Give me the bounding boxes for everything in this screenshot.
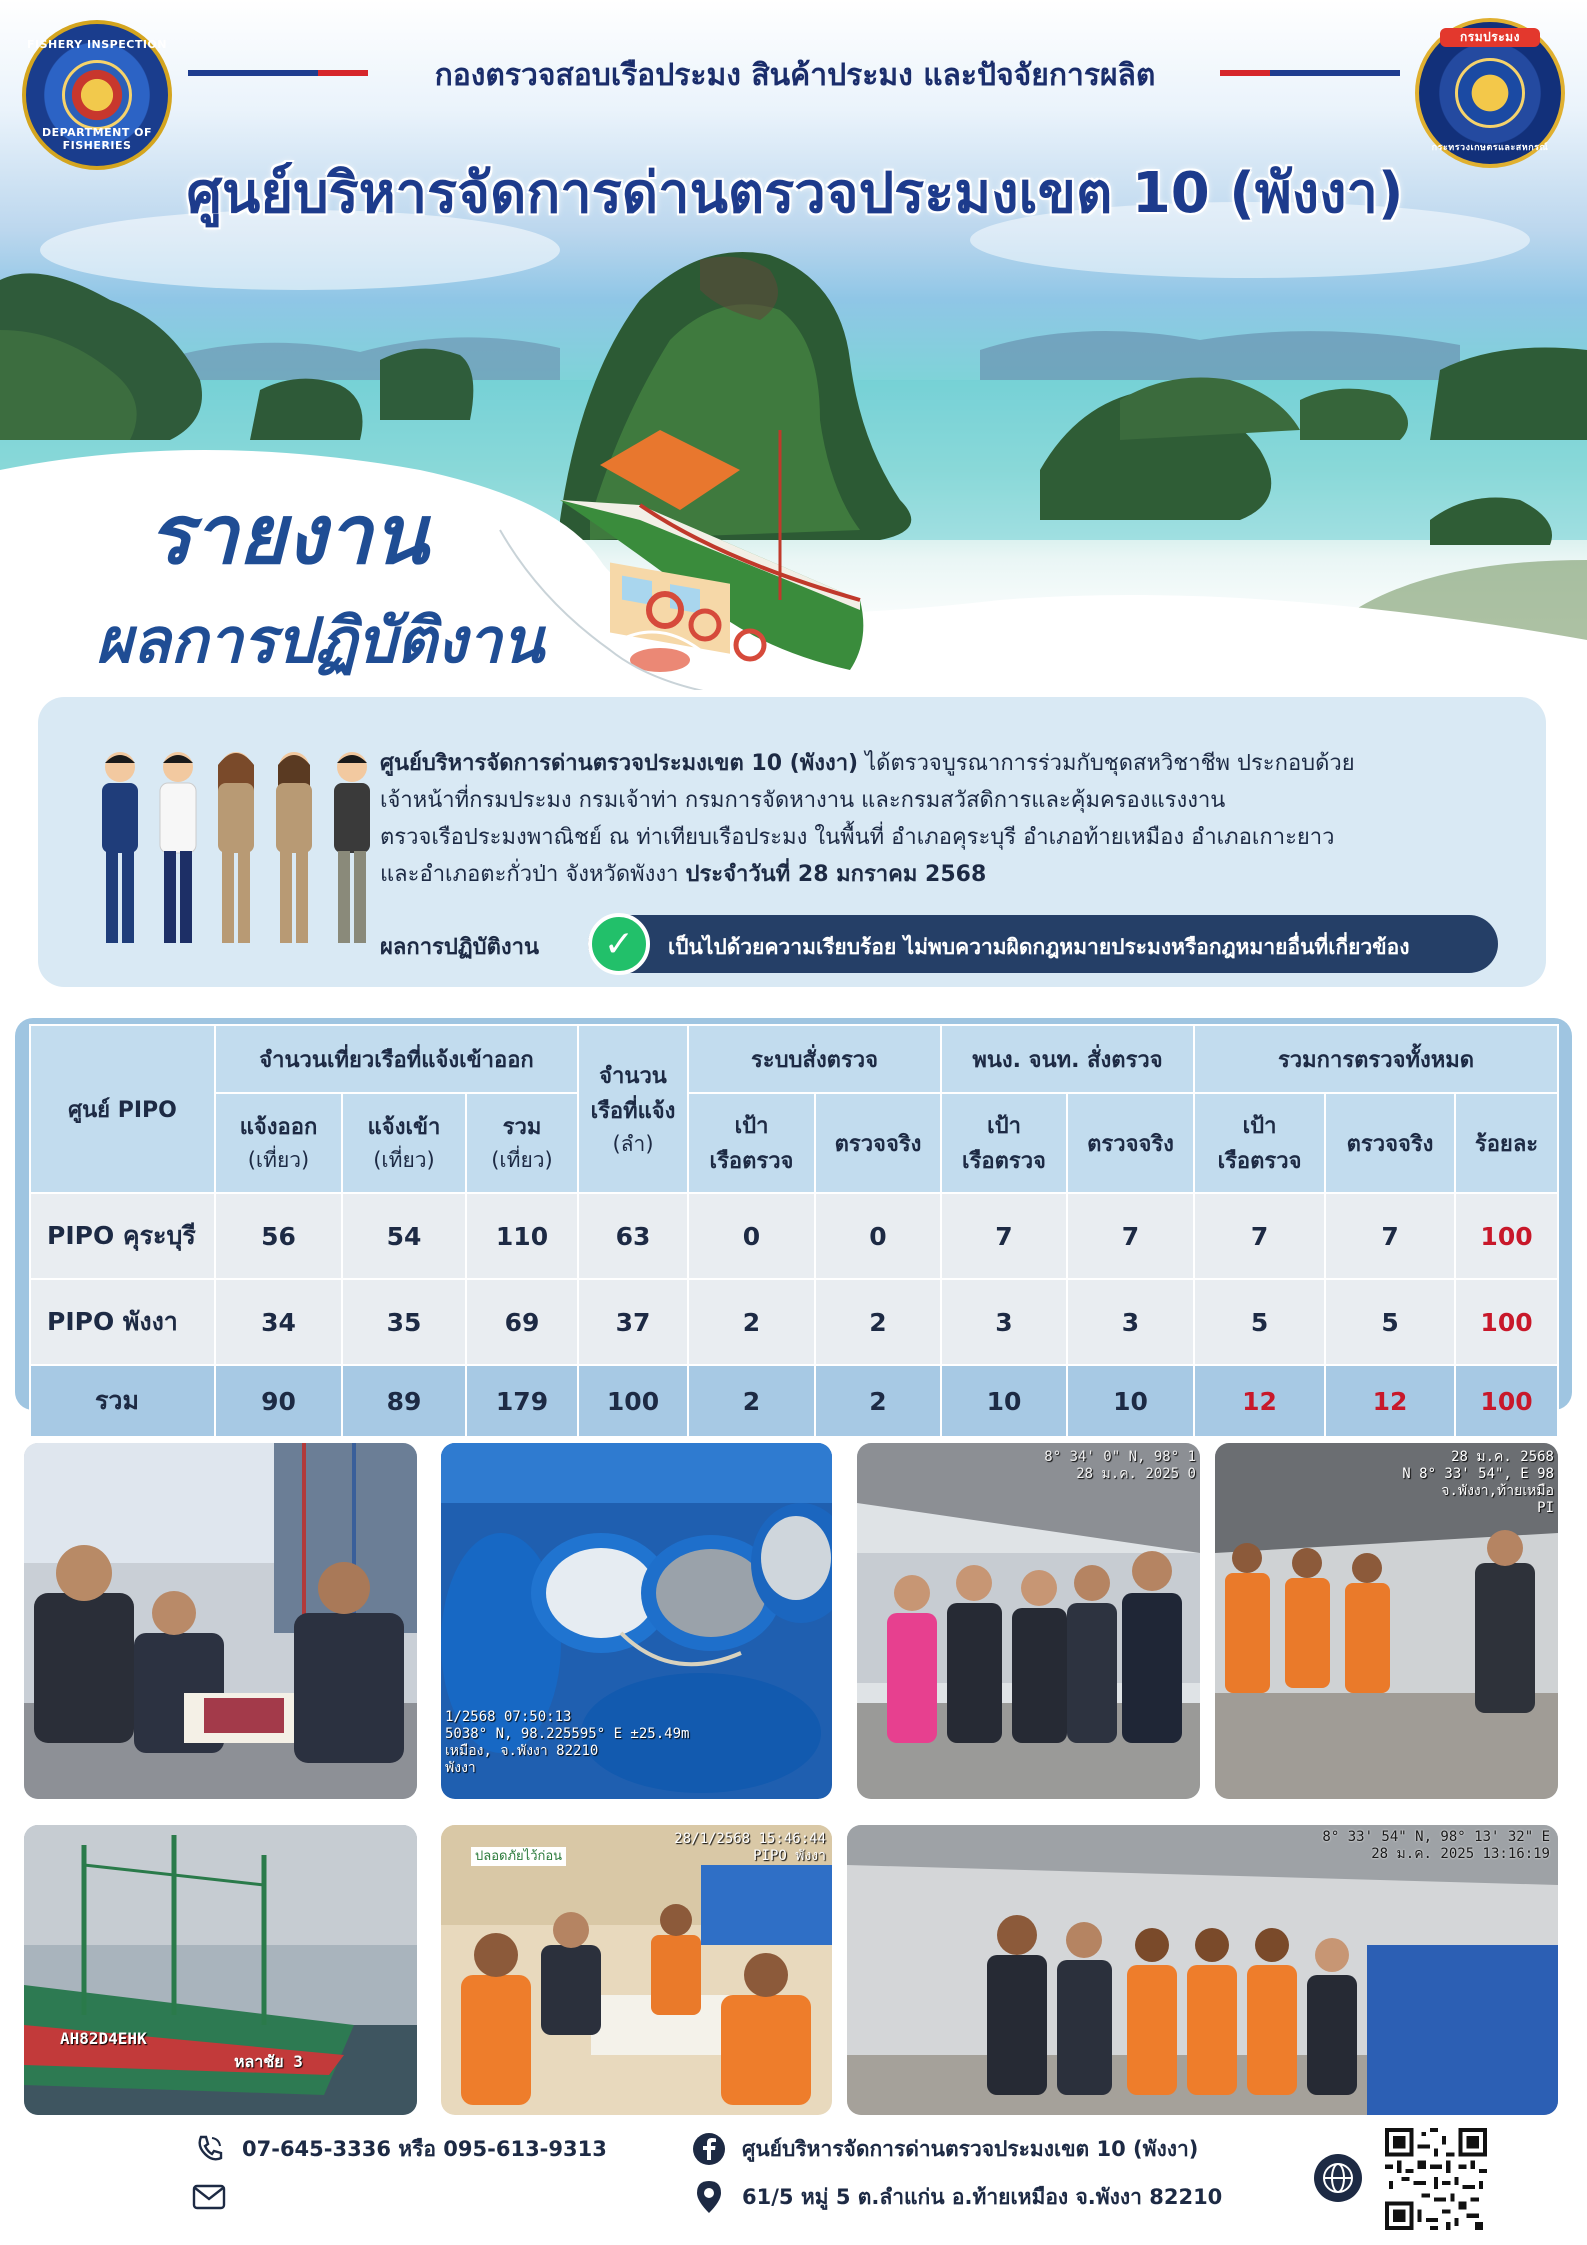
facebook-icon[interactable] [690, 2130, 728, 2168]
photo-7-stamp: 8° 33' 54" N, 98° 13' 32" E 28 ม.ค. 2025 13:16:19 [1322, 1829, 1550, 1862]
photo-3-stamp: 8° 34' 0" N, 98° 1 28 ม.ค. 2025 0 [1044, 1449, 1196, 1482]
total-boats: 100 [578, 1365, 688, 1437]
total-out: 90 [215, 1365, 342, 1437]
logo-right-top-text: กรมประมง [1440, 28, 1539, 47]
logo-left-emblem [62, 60, 132, 130]
footer-address [690, 2178, 1222, 2216]
cell-boats: 63 [578, 1193, 688, 1279]
cell-sys-actual: 0 [815, 1193, 941, 1279]
col-off-actual: ตรวจจริง [1067, 1093, 1194, 1193]
col-boats: จำนวน เรือที่แจ้ง (ลำ) [578, 1025, 688, 1193]
report-heading: รายงาน [148, 487, 429, 583]
cell-sum: 69 [466, 1279, 578, 1365]
group-trips: จำนวนเที่ยวเรือที่แจ้งเข้าออก [215, 1025, 578, 1093]
total-sys-actual: 2 [815, 1365, 941, 1437]
cell-in: 35 [342, 1279, 466, 1365]
col-off-target: เป้า เรือตรวจ [941, 1093, 1067, 1193]
col-out: แจ้งออก (เที่ยว) [215, 1093, 342, 1193]
total-off-target: 10 [941, 1365, 1067, 1437]
photo-document-check-at-table [441, 1825, 832, 2115]
summary-date: ประจำวันที่ 28 มกราคม 2568 [685, 862, 987, 887]
mail-icon[interactable] [190, 2178, 228, 2216]
total-in: 89 [342, 1365, 466, 1437]
report-subheading: ผลการปฏิบัติงาน [96, 604, 545, 677]
footer-mail [190, 2178, 242, 2216]
phone-icon [190, 2130, 228, 2168]
footer-website[interactable] [1312, 2152, 1378, 2204]
cell-off-actual: 7 [1067, 1193, 1194, 1279]
cell-in: 54 [342, 1193, 466, 1279]
group-total: รวมการตรวจทั้งหมด [1194, 1025, 1558, 1093]
safety-sign: ปลอดภัยไว้ก่อน [471, 1847, 566, 1866]
col-pipo: ศูนย์ PIPO [30, 1025, 215, 1193]
result-label: ผลการปฏิบัติงาน [380, 935, 539, 960]
cell-off-target: 7 [941, 1193, 1067, 1279]
col-sys-actual: ตรวจจริง [815, 1093, 941, 1193]
summary-text [380, 745, 1530, 893]
summary-lead: ศูนย์บริหารจัดการด่านตรวจประมงเขต 10 (พังงา) [380, 751, 859, 776]
col-in: แจ้งเข้า (เที่ยว) [342, 1093, 466, 1193]
row-name: PIPO คุระบุรี [30, 1193, 215, 1279]
cell-off-target: 3 [941, 1279, 1067, 1365]
total-off-actual: 10 [1067, 1365, 1194, 1437]
photo-crew-in-life-vests [1215, 1443, 1558, 1799]
total-percent: 100 [1455, 1365, 1558, 1437]
col-sys-target: เป้า เรือตรวจ [688, 1093, 815, 1193]
total-tot-actual: 12 [1325, 1365, 1455, 1437]
group-officer: พนง. จนท. สั่งตรวจ [941, 1025, 1194, 1093]
total-tot-target: 12 [1194, 1365, 1325, 1437]
cell-out: 34 [215, 1279, 342, 1365]
table-row [30, 1279, 1558, 1365]
boat-registration: AH82D4EHK [60, 2029, 147, 2048]
hero-banner [0, 0, 1587, 690]
footer-phone [190, 2130, 607, 2168]
cell-percent: 100 [1455, 1193, 1558, 1279]
logo-left-bottom-text: DEPARTMENT OF FISHERIES [41, 126, 153, 152]
total-name: รวม [30, 1365, 215, 1437]
logo-left-top-text: FISHERY INSPECTION [27, 38, 167, 51]
result-row [380, 915, 1530, 973]
cell-tot-actual: 5 [1325, 1279, 1455, 1365]
cell-sys-target: 0 [688, 1193, 815, 1279]
result-pill [588, 915, 1498, 973]
photo-officers-checking-documents [24, 1443, 417, 1799]
photo-team-and-crew-group [847, 1825, 1558, 2115]
cell-sys-target: 2 [688, 1279, 815, 1365]
footer-facebook[interactable] [690, 2130, 1198, 2168]
photo-fishing-boat-docked [24, 1825, 417, 2115]
inspection-stats-table [29, 1024, 1559, 1438]
col-percent: ร้อยละ [1455, 1093, 1558, 1193]
summary-line-2: เจ้าหน้าที่กรมประมง กรมเจ้าท่า กรมการจัดหางาน และกรมสวัสดิการและคุ้มครองแรงงาน [380, 788, 1226, 813]
summary-line-1: ได้ตรวจบูรณาการร่วมกับชุดสหวิชาชีพ ประกอบด้วย [858, 751, 1355, 776]
total-sys-target: 2 [688, 1365, 815, 1437]
header-rule-right [1220, 70, 1400, 76]
globe-icon[interactable] [1312, 2152, 1364, 2204]
address-text: 61/5 หมู่ 5 ต.ลำแก่น อ.ท้ายเหมือง จ.พังงา 82210 [742, 2184, 1223, 2209]
logo-right-bottom-text: กระทรวงเกษตรและสหกรณ์ [1431, 143, 1549, 153]
location-icon [690, 2178, 728, 2216]
cell-tot-target: 7 [1194, 1193, 1325, 1279]
boat-name: หลาชัย 3 [234, 2052, 303, 2071]
department-of-fisheries-logo [1415, 18, 1565, 168]
photo-4-stamp: 28 ม.ค. 2568 N 8° 33' 54", E 98 จ.พังงา,ท้ายเหมือ PI [1402, 1449, 1554, 1516]
logo-right-emblem [1455, 58, 1525, 128]
row-name: PIPO พังงา [30, 1279, 215, 1365]
table-total-row [30, 1365, 1558, 1437]
cell-percent: 100 [1455, 1279, 1558, 1365]
photo-6-stamp: 28/1/2568 15:46:44 PIPO พังงา [674, 1831, 826, 1864]
cell-tot-actual: 7 [1325, 1193, 1455, 1279]
summary-line-4: และอำเภอตะกั่วป่า จังหวัดพังงา [380, 862, 686, 887]
photo-catch-in-blue-barrels [441, 1443, 832, 1799]
qr-code[interactable] [1385, 2128, 1487, 2230]
col-sum: รวม (เที่ยว) [466, 1093, 578, 1193]
photo-2-stamp: 1/2568 07:50:13 5038° N, 98.225595° E ±25.49m เหมือง, จ.พังงา 82210 พังงา [445, 1709, 690, 1776]
cell-off-actual: 3 [1067, 1279, 1194, 1365]
check-icon: ✓ [588, 913, 650, 975]
col-tot-target: เป้า เรือตรวจ [1194, 1093, 1325, 1193]
page-title: ศูนย์บริหารจัดการด่านตรวจประมงเขต 10 (พังงา) [186, 161, 1404, 226]
department-title: กองตรวจสอบเรือประมง สินค้าประมง และปัจจัยการผลิต [434, 58, 1156, 93]
table-row [30, 1193, 1558, 1279]
cell-boats: 37 [578, 1279, 688, 1365]
header-rule-left [188, 70, 368, 76]
result-text: เป็นไปด้วยความเรียบร้อย ไม่พบความผิดกฎหมายประมงหรือกฎหมายอื่นที่เกี่ยวข้อง [668, 935, 1410, 959]
inspection-table-panel [15, 1018, 1572, 1416]
group-system: ระบบสั่งตรวจ [688, 1025, 941, 1093]
col-tot-actual: ตรวจจริง [1325, 1093, 1455, 1193]
cell-tot-target: 5 [1194, 1279, 1325, 1365]
photo-officers-group-standing [857, 1443, 1200, 1799]
cell-sum: 110 [466, 1193, 578, 1279]
cell-out: 56 [215, 1193, 342, 1279]
total-sum: 179 [466, 1365, 578, 1437]
cell-sys-actual: 2 [815, 1279, 941, 1365]
summary-panel [38, 697, 1546, 987]
summary-line-3: ตรวจเรือประมงพาณิชย์ ณ ท่าเทียบเรือประมง ในพื้นที่ อำเภอคุระบุรี อำเภอท้ายเหมือง อำเภอเกาะยาว [380, 825, 1335, 850]
facebook-page-name[interactable]: ศูนย์บริหารจัดการด่านตรวจประมงเขต 10 (พังงา) [742, 2136, 1199, 2161]
officers-illustration [90, 745, 390, 955]
phone-number: 07-645-3336 หรือ 095-613-9313 [242, 2136, 607, 2161]
